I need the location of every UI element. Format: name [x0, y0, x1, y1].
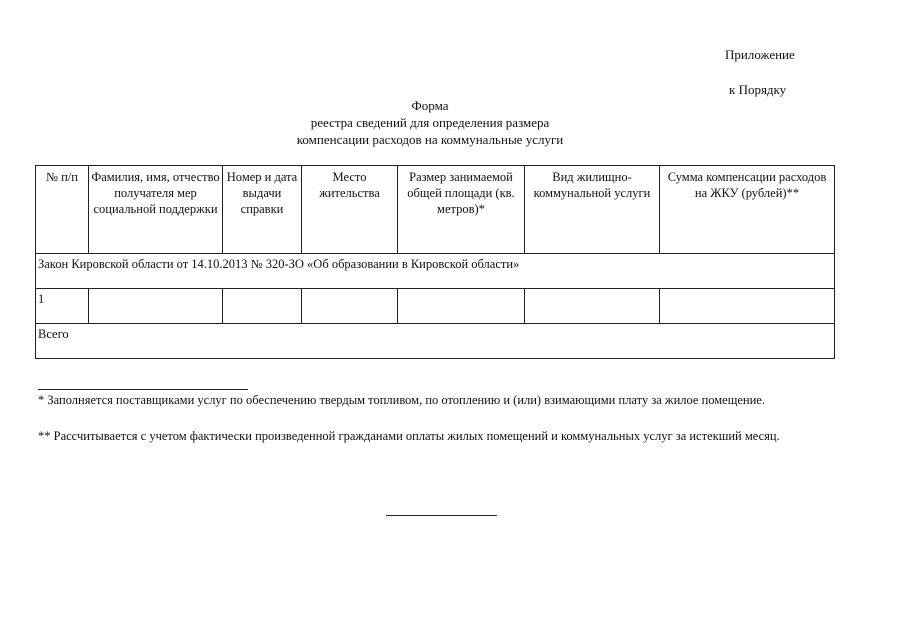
footnote-divider — [38, 389, 248, 390]
header-residence: Место жительства — [302, 166, 398, 254]
form-title: Форма — [411, 98, 449, 113]
appendix-to-order: к Порядку — [729, 82, 787, 97]
total-label: Всего — [36, 324, 835, 359]
table-cell — [660, 289, 835, 324]
law-reference: Закон Кировской области от 14.10.2013 № 320-ЗО «Об образовании в Кировской области» — [36, 254, 835, 289]
appendix-label: Приложение — [725, 47, 795, 62]
form-subtitle-line1: реестра сведений для определения размера — [310, 115, 550, 130]
header-certificate: Номер и дата выдачи справки — [223, 166, 302, 254]
table-cell — [302, 289, 398, 324]
row-number-cell: 1 — [36, 289, 89, 324]
table-row — [36, 289, 835, 324]
header-compensation-sum: Сумма компенсации расходов на ЖКУ (рублей)** — [660, 166, 835, 254]
header-service-type: Вид жилищно-коммунальной услуги — [525, 166, 660, 254]
end-divider — [386, 515, 497, 516]
table-cell — [525, 289, 660, 324]
table-cell — [398, 289, 525, 324]
law-row — [36, 254, 835, 289]
header-area: Размер занимаемой общей площади (кв. метров)* — [398, 166, 525, 254]
registry-table — [35, 165, 835, 359]
table-cell — [223, 289, 302, 324]
form-subtitle-line2: компенсации расходов на коммунальные услуги — [296, 132, 564, 147]
total-row — [36, 324, 835, 359]
table-cell — [89, 289, 223, 324]
footnote-2: ** Рассчитывается с учетом фактически произведенной гражданами оплаты жилых помещений и коммунальных услуг за истекший месяц. — [38, 429, 780, 443]
table-header-row — [36, 166, 835, 254]
header-number: № п/п — [36, 166, 89, 254]
header-full-name: Фамилия, имя, отчество получателя мер социальной поддержки — [89, 166, 223, 254]
footnote-1: * Заполняется поставщиками услуг по обеспечению твердым топливом, по отоплению и (или) взимающими плату за жилое помещение. — [38, 393, 765, 407]
